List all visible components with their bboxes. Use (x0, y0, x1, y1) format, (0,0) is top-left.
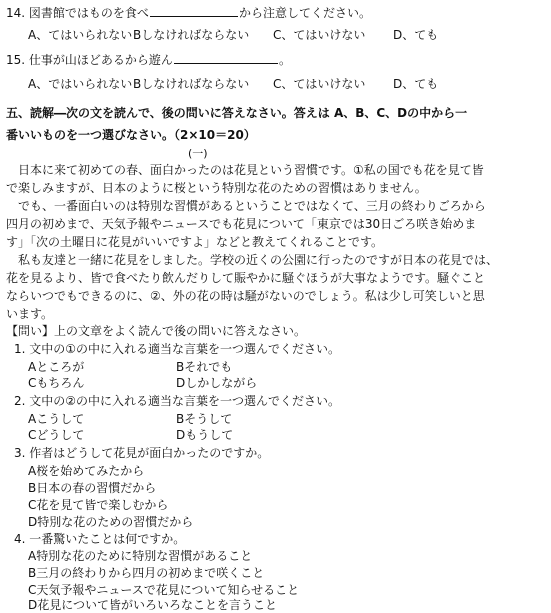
option-a: A桜を始めてみたから (28, 464, 145, 478)
passage-line: で楽しみますが、日本のように桜という特別な花のための習慣はありません。 (6, 181, 427, 195)
part-label: (一) (188, 147, 208, 160)
option-b: Bしなければならない (133, 77, 250, 91)
option-b: Bしなければならない (133, 28, 250, 42)
question-text-after: から注意してください。 (238, 6, 371, 20)
option-c: Cどうして (28, 428, 85, 442)
passage-line: す」「次の土曜日に花見がいいですよ」などと教えてくれることです。 (6, 235, 384, 249)
option-a: A、ではいられない (28, 77, 133, 91)
option-a: A特別な花のために特別な習慣があること (28, 549, 253, 563)
passage-line: 日本に来て初めての春、面白かったのは花見という習慣です。①私の国でも花を見て皆 (18, 163, 484, 177)
sub-question-2 (14, 394, 340, 408)
question-text: 作者はどうして花見が面白かったのですか。 (29, 446, 270, 460)
option-d: D特別な花のための習慣だから (28, 515, 194, 529)
question-text-after: 。 (278, 53, 291, 67)
answer-blank (150, 6, 238, 17)
option-d: D、ても (393, 77, 439, 91)
option-b: Bそれでも (176, 360, 233, 374)
option-c: C花を見て皆で楽しむから (28, 498, 169, 512)
question-14 (6, 6, 371, 20)
answer-blank (174, 53, 278, 64)
option-d: D花見について皆がいろいろなことを言うこと (28, 598, 278, 612)
question-14-options (28, 28, 438, 42)
sub-question-1 (14, 342, 340, 356)
option-d: D、ても (393, 28, 439, 42)
option-c: C天気予報やニュースで花見について知らせること (28, 583, 300, 597)
passage-line: います。 (6, 307, 54, 321)
question-number: 2. (14, 394, 26, 408)
section-heading-cont: 番いいものを一つ選びなさい。（2×10＝20） (6, 128, 256, 142)
questions-intro: 【問い】上の文章をよく読んで後の問いに答えなさい。 (6, 324, 307, 338)
sub-question-4 (14, 532, 185, 546)
option-d: Dしかしながら (176, 376, 258, 390)
passage-line: 四月の初めまで、天気予報やニュースでも花見について「東京では30日ごろ咲き始めま (6, 217, 477, 231)
option-c: C、てはいけない (273, 28, 366, 42)
question-15 (6, 53, 291, 67)
option-b: B三月の終わりから四月の初めまで咲くこと (28, 566, 265, 580)
question-number: 15. (6, 53, 26, 67)
question-text-before: 仕事が山ほどあるから遊ん (28, 53, 173, 67)
section-heading: 五、読解―次の文を読んで、後の問いに答えなさい。答えは A、B、C、Dの中から一 (6, 106, 468, 120)
passage-line: ならいつでもできるのに、②、外の花の時は騒がないのでしょう。私は少し可笑しいと思 (6, 289, 485, 303)
passage-line: でも、一番面白いのは特別な習慣があるということではなくて、三月の終わりごろから (18, 199, 486, 213)
option-a: Aこうして (28, 412, 85, 426)
passage-line: 花を見るより、皆で食べたり飲んだりして賑やかに騒ぐほうが大事なようです。騒ぐこと (6, 271, 486, 285)
option-c: Cもちろん (28, 376, 85, 390)
option-a: A、てはいられない (28, 28, 133, 42)
question-text: 一番驚いたことは何ですか。 (29, 532, 186, 546)
option-b: B日本の春の習慣だから (28, 481, 157, 495)
question-text: 文中の②の中に入れる適当な言葉を一つ選んでください。 (29, 394, 341, 408)
passage-line: 私も友達と一緒に花見をしました。学校の近くの公園に行ったのですが日本の花見では、 (18, 253, 499, 267)
question-number: 14. (6, 6, 26, 20)
question-15-options (28, 77, 438, 91)
option-c: C、てはいけない (273, 77, 366, 91)
question-number: 4. (14, 532, 26, 546)
question-text-before: 図書館ではものを食べ (28, 6, 149, 20)
option-b: Bそうして (176, 412, 233, 426)
question-number: 1. (14, 342, 26, 356)
question-number: 3. (14, 446, 26, 460)
sub-question-3 (14, 446, 269, 460)
option-d: Dもうして (176, 428, 234, 442)
question-text: 文中の①の中に入れる適当な言葉を一つ選んでください。 (29, 342, 341, 356)
option-a: Aところが (28, 360, 85, 374)
